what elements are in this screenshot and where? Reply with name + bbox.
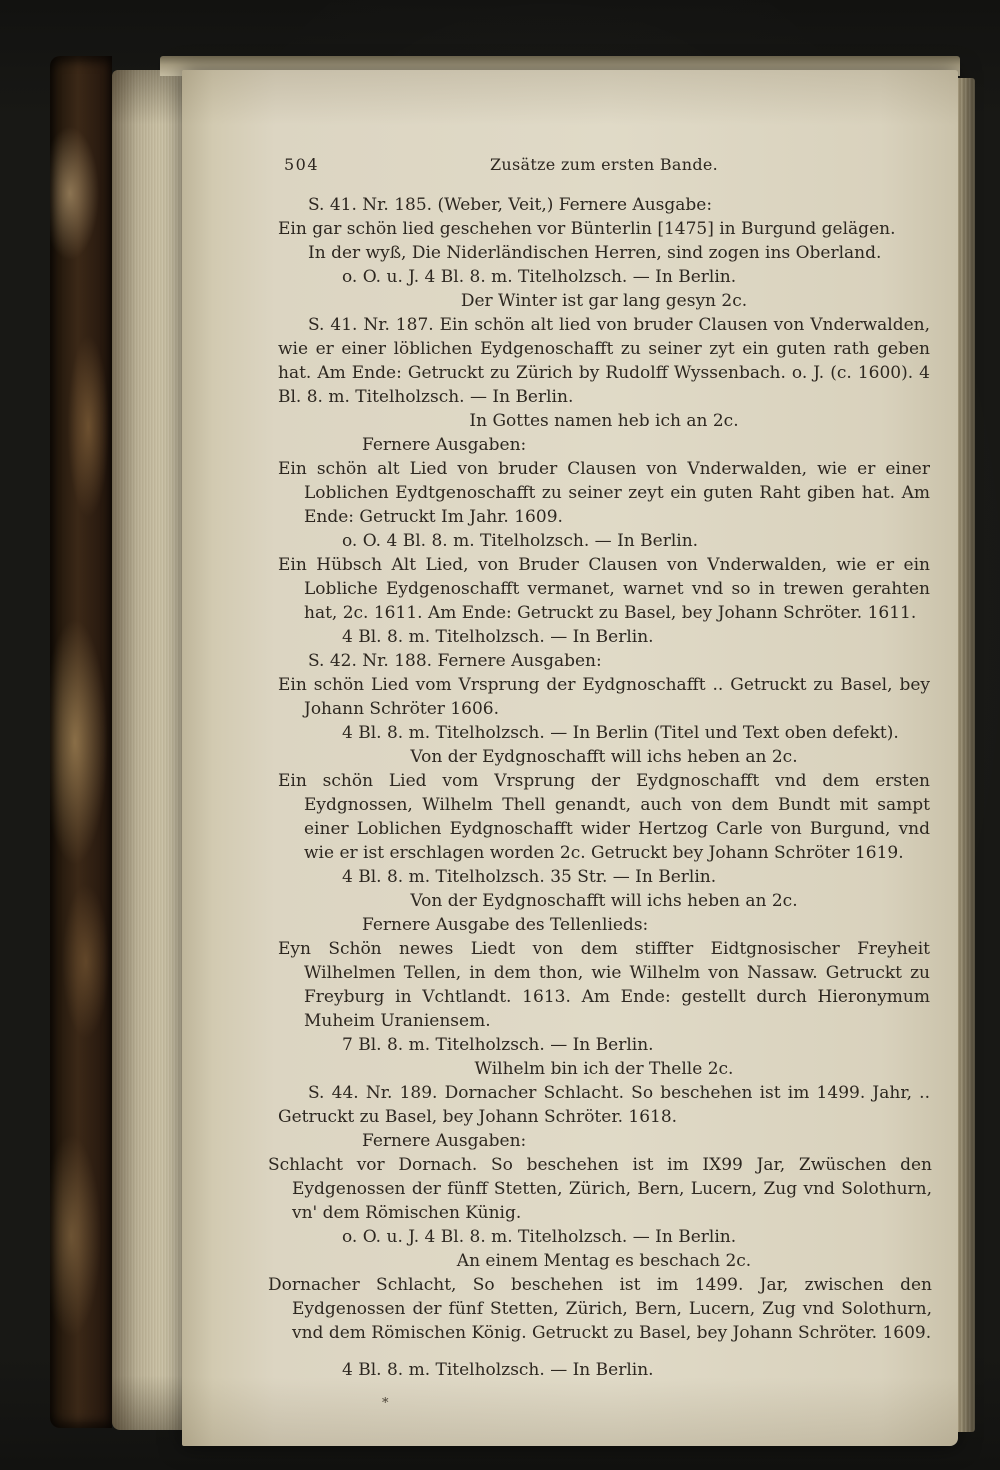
paragraph: Fernere Ausgaben: xyxy=(362,435,527,455)
running-header: Zusätze zum ersten Bande. xyxy=(489,155,719,174)
paragraph: Ein schön Lied vom Vrsprung der Eydgnoschafft vnd dem ersten Eydgnossen, Wilhelm Thell genandt, auch von dem Bundt mit sampt einer Loblichen Eydgnoschafft wider Hertzog Carle von Burgund, vnd wie er ist erschlagen worden 2c. Getruckt bey Johann Schröter 1619. xyxy=(278,771,930,863)
paragraph: o. O. u. J. 4 Bl. 8. m. Titelholzsch. — In Berlin. xyxy=(342,1227,737,1247)
paragraph: 4 Bl. 8. m. Titelholzsch. — In Berlin (Titel und Text oben defekt). xyxy=(342,723,899,743)
page-body xyxy=(268,193,932,1416)
paragraph: Der Winter ist gar lang gesyn 2c. xyxy=(460,291,748,311)
paragraph: Wilhelm bin ich der Thelle 2c. xyxy=(474,1059,734,1079)
paragraph: 4 Bl. 8. m. Titelholzsch. — In Berlin. xyxy=(342,627,654,647)
running-header-row xyxy=(278,152,930,178)
paragraph: S. 42. Nr. 188. Fernere Ausgaben: xyxy=(308,651,602,671)
paragraph: In Gottes namen heb ich an 2c. xyxy=(469,411,739,431)
page-edges-right xyxy=(958,78,975,1432)
book-spine xyxy=(50,56,112,1428)
page-number: 504 xyxy=(284,155,320,174)
page-edges-left xyxy=(112,70,182,1430)
paragraph: An einem Mentag es beschach 2c. xyxy=(456,1251,752,1271)
paragraph: * xyxy=(382,1396,389,1411)
paragraph: S. 41. Nr. 185. (Weber, Veit,) Fernere Ausgabe: xyxy=(308,195,713,215)
paragraph: In der wyß, Die Niderländischen Herren, sind zogen ins Oberland. xyxy=(308,243,882,263)
paragraph: Ein gar schön lied geschehen vor Bünterlin [1475] in Burgund gelägen. xyxy=(278,219,896,239)
book-page xyxy=(182,70,958,1446)
paragraph: Von der Eydgnoschafft will ichs heben an 2c. xyxy=(410,891,798,911)
paragraph: Ein schön Lied vom Vrsprung der Eydgnoschafft .. Getruckt zu Basel, bey Johann Schröter 1606. xyxy=(278,675,930,719)
paragraph: Fernere Ausgabe des Tellenlieds: xyxy=(362,915,649,935)
paragraph: 4 Bl. 8. m. Titelholzsch. 35 Str. — In Berlin. xyxy=(342,867,717,887)
paragraph: 7 Bl. 8. m. Titelholzsch. — In Berlin. xyxy=(342,1035,654,1055)
paragraph: Fernere Ausgaben: xyxy=(362,1131,527,1151)
paragraph: 4 Bl. 8. m. Titelholzsch. — In Berlin. xyxy=(342,1360,654,1380)
paragraph: o. O. 4 Bl. 8. m. Titelholzsch. — In Berlin. xyxy=(342,531,699,551)
paragraph: Schlacht vor Dornach. So beschehen ist im IX99 Jar, Zwüschen den Eydgenossen der fünff Stetten, Zürich, Bern, Lucern, Zug vnd Solothurn, vn' dem Römischen Künig. xyxy=(268,1155,932,1223)
paragraph: o. O. u. J. 4 Bl. 8. m. Titelholzsch. — In Berlin. xyxy=(342,267,737,287)
paragraph: S. 41. Nr. 187. Ein schön alt lied von bruder Clausen von Vnderwalden, wie er einer löblichen Eydgenoschafft zu seiner zyt ein guten rath geben hat. Am Ende: Getruckt zu Zürich by Rudolff Wyssenbach. o. J. (c. 1600). 4 Bl. 8. m. Titelholzsch. — In Berlin. xyxy=(278,315,930,407)
paragraph: Ein schön alt Lied von bruder Clausen von Vnderwalden, wie er einer Loblichen Eydtgenoschafft zu seiner zeyt ein guten Raht giben hat. Am Ende: Getruckt Im Jahr. 1609. xyxy=(278,459,930,527)
paragraph: Dornacher Schlacht, So beschehen ist im 1499. Jar, zwischen den Eydgenossen der fünf Stetten, Zürich, Bern, Lucern, Zug vnd Solothurn, vnd dem Römischen König. Getruckt zu Basel, bey Johann Schröter. 1609. xyxy=(268,1275,932,1343)
printed-area xyxy=(268,152,932,1416)
paragraph: Eyn Schön newes Liedt von dem stiffter Eidtgnosischer Freyheit Wilhelmen Tellen, in dem thon, wie Wilhelm von Nassaw. Getruckt zu Freyburg in Vchtlandt. 1613. Am Ende: gestellt durch Hieronymum Muheim Uraniensem. xyxy=(278,939,930,1031)
paragraph: Ein Hübsch Alt Lied, von Bruder Clausen von Vnderwalden, wie er ein Lobliche Eydgenoschafft vermanet, warnet vnd so in trewen gerahten hat, 2c. 1611. Am Ende: Getruckt zu Basel, bey Johann Schröter. 1611. xyxy=(278,555,930,623)
paragraph: Von der Eydgnoschafft will ichs heben an 2c. xyxy=(410,747,798,767)
paragraph: S. 44. Nr. 189. Dornacher Schlacht. So beschehen ist im 1499. Jahr, .. Getruckt zu Basel, bey Johann Schröter. 1618. xyxy=(278,1083,930,1127)
